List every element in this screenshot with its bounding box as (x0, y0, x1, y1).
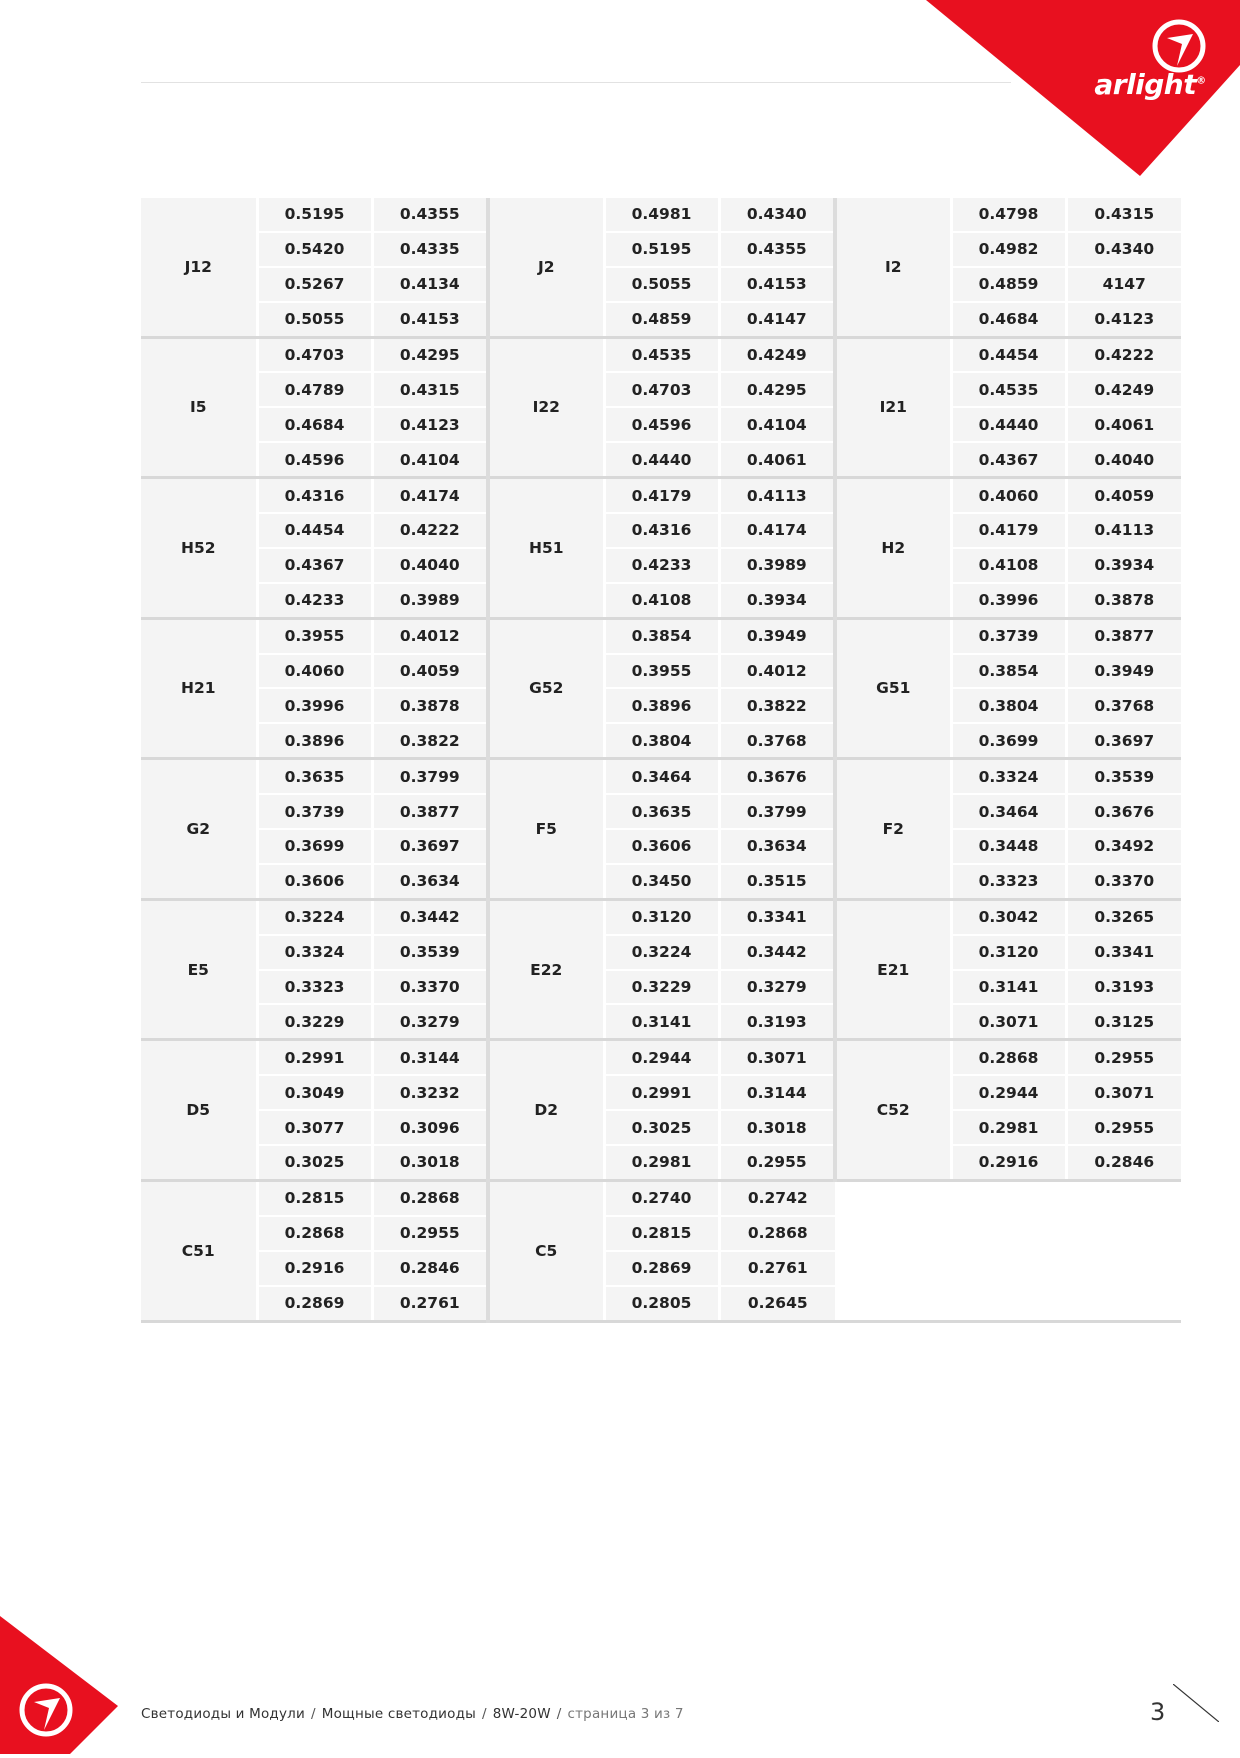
y-coordinate-cell: 0.4147 (719, 302, 835, 337)
y-coordinate-cell: 0.3018 (719, 1110, 835, 1145)
y-coordinate-cell: 0.3442 (372, 899, 488, 934)
x-coordinate-cell: 0.2868 (951, 1040, 1066, 1075)
x-coordinate-cell: 0.4108 (951, 548, 1066, 583)
table-row (141, 970, 1181, 1005)
table-row (141, 1251, 1181, 1286)
y-coordinate-cell: 0.3096 (372, 1110, 488, 1145)
x-coordinate-cell: 0.2916 (257, 1251, 372, 1286)
bin-code: F5 (488, 759, 604, 900)
table-row (141, 442, 1181, 477)
x-coordinate-cell: 0.4060 (257, 654, 372, 689)
y-coordinate-cell: 0.4355 (372, 198, 488, 232)
table-row (141, 198, 1181, 232)
x-coordinate-cell: 0.3141 (604, 1004, 719, 1039)
x-coordinate-cell: 0.4535 (951, 372, 1066, 407)
brand-wordmark: arlight® (1094, 68, 1206, 101)
bin-code: D5 (141, 1040, 257, 1181)
bin-code: C51 (141, 1180, 257, 1321)
table-row (141, 267, 1181, 302)
y-coordinate-cell: 0.4113 (1066, 513, 1181, 548)
y-coordinate-cell: 0.2846 (372, 1251, 488, 1286)
x-coordinate-cell: 0.4703 (604, 372, 719, 407)
table-row (141, 829, 1181, 864)
x-coordinate-cell: 0.5267 (257, 267, 372, 302)
table-row (141, 583, 1181, 618)
y-coordinate-cell: 0.3370 (1066, 864, 1181, 899)
page-number: 3 (1150, 1698, 1166, 1726)
table-row (141, 794, 1181, 829)
x-coordinate-cell: 0.3025 (257, 1145, 372, 1180)
y-coordinate-cell: 0.4153 (372, 302, 488, 337)
y-coordinate-cell: 0.3634 (719, 829, 835, 864)
x-coordinate-cell: 0.3955 (604, 654, 719, 689)
x-coordinate-cell: 0.3042 (951, 899, 1066, 934)
table-row (141, 759, 1181, 794)
breadcrumb-item: Мощные светодиоды (321, 1706, 476, 1722)
table-row (141, 1110, 1181, 1145)
x-coordinate-cell: 0.4859 (951, 267, 1066, 302)
y-coordinate-cell: 0.4134 (372, 267, 488, 302)
y-coordinate-cell: 0.4153 (719, 267, 835, 302)
table-row (141, 1145, 1181, 1180)
y-coordinate-cell: 0.3878 (1066, 583, 1181, 618)
y-coordinate-cell: 0.4315 (372, 372, 488, 407)
x-coordinate-cell: 0.2981 (604, 1145, 719, 1180)
x-coordinate-cell: 0.3635 (604, 794, 719, 829)
x-coordinate-cell: 0.2991 (604, 1075, 719, 1110)
x-coordinate-cell: 0.4703 (257, 337, 372, 372)
y-coordinate-cell: 0.3515 (719, 864, 835, 899)
y-coordinate-cell: 0.4355 (719, 232, 835, 267)
table-row (141, 935, 1181, 970)
x-coordinate-cell: 0.4684 (951, 302, 1066, 337)
y-coordinate-cell: 0.2955 (1066, 1040, 1181, 1075)
x-coordinate-cell: 0.3635 (257, 759, 372, 794)
y-coordinate-cell: 0.3193 (719, 1004, 835, 1039)
y-coordinate-cell: 0.3539 (372, 935, 488, 970)
y-coordinate-cell: 0.4174 (719, 513, 835, 548)
x-coordinate-cell: 0.3804 (951, 688, 1066, 723)
x-coordinate-cell: 0.3229 (604, 970, 719, 1005)
x-coordinate-cell: 0.2944 (951, 1075, 1066, 1110)
y-coordinate-cell: 0.4059 (372, 654, 488, 689)
x-coordinate-cell: 0.3955 (257, 618, 372, 653)
y-coordinate-cell: 0.3265 (1066, 899, 1181, 934)
bin-code: E22 (488, 899, 604, 1040)
x-coordinate-cell: 0.2944 (604, 1040, 719, 1075)
bin-code: I21 (835, 337, 951, 478)
table-row (141, 548, 1181, 583)
bin-code: J2 (488, 198, 604, 337)
bin-code: F2 (835, 759, 951, 900)
bin-code: E21 (835, 899, 951, 1040)
y-coordinate-cell: 0.4012 (719, 654, 835, 689)
y-coordinate-cell: 0.3768 (719, 723, 835, 758)
x-coordinate-cell: 0.3120 (604, 899, 719, 934)
breadcrumb-separator: / (310, 1706, 316, 1722)
x-coordinate-cell: 0.4454 (951, 337, 1066, 372)
y-coordinate-cell: 0.4104 (719, 407, 835, 442)
x-coordinate-cell: 0.4179 (604, 478, 719, 513)
empty-cell (835, 1180, 1181, 1215)
y-coordinate-cell: 0.2868 (719, 1216, 835, 1251)
x-coordinate-cell: 0.3448 (951, 829, 1066, 864)
y-coordinate-cell: 0.4249 (1066, 372, 1181, 407)
x-coordinate-cell: 0.3996 (257, 688, 372, 723)
y-coordinate-cell: 0.3676 (1066, 794, 1181, 829)
x-coordinate-cell: 0.3739 (257, 794, 372, 829)
y-coordinate-cell: 0.4315 (1066, 198, 1181, 232)
y-coordinate-cell: 0.4295 (372, 337, 488, 372)
table-row (141, 232, 1181, 267)
x-coordinate-cell: 0.4060 (951, 478, 1066, 513)
table-row (141, 513, 1181, 548)
footer-brand-corner (0, 1616, 118, 1754)
y-coordinate-cell: 0.3878 (372, 688, 488, 723)
y-coordinate-cell: 0.3279 (372, 1004, 488, 1039)
y-coordinate-cell: 0.2645 (719, 1286, 835, 1321)
x-coordinate-cell: 0.3324 (257, 935, 372, 970)
x-coordinate-cell: 0.2815 (604, 1216, 719, 1251)
bin-code: G2 (141, 759, 257, 900)
y-coordinate-cell: 0.3144 (372, 1040, 488, 1075)
y-coordinate-cell: 0.3949 (1066, 654, 1181, 689)
x-coordinate-cell: 0.3224 (604, 935, 719, 970)
footer-breadcrumb (141, 1706, 684, 1722)
x-coordinate-cell: 0.3804 (604, 723, 719, 758)
page-corner-slash (1173, 1684, 1219, 1722)
y-coordinate-cell: 0.3071 (1066, 1075, 1181, 1110)
bin-code: G52 (488, 618, 604, 759)
y-coordinate-cell: 0.3877 (1066, 618, 1181, 653)
y-coordinate-cell: 0.2846 (1066, 1145, 1181, 1180)
y-coordinate-cell: 0.3799 (719, 794, 835, 829)
bin-code: I22 (488, 337, 604, 478)
y-coordinate-cell: 0.3697 (1066, 723, 1181, 758)
x-coordinate-cell: 0.4596 (604, 407, 719, 442)
x-coordinate-cell: 0.3077 (257, 1110, 372, 1145)
y-coordinate-cell: 0.2761 (372, 1286, 488, 1321)
color-bin-table (141, 198, 1181, 1323)
y-coordinate-cell: 0.3144 (719, 1075, 835, 1110)
x-coordinate-cell: 0.2916 (951, 1145, 1066, 1180)
x-coordinate-cell: 0.3606 (604, 829, 719, 864)
breadcrumb-separator: / (482, 1706, 487, 1722)
x-coordinate-cell: 0.3699 (257, 829, 372, 864)
breadcrumb-item: 8W-20W (492, 1706, 551, 1722)
x-coordinate-cell: 0.3450 (604, 864, 719, 899)
y-coordinate-cell: 0.3989 (719, 548, 835, 583)
x-coordinate-cell: 0.3464 (951, 794, 1066, 829)
table-row (141, 899, 1181, 934)
y-coordinate-cell: 0.3442 (719, 935, 835, 970)
x-coordinate-cell: 0.4535 (604, 337, 719, 372)
y-coordinate-cell: 0.3279 (719, 970, 835, 1005)
x-coordinate-cell: 0.4798 (951, 198, 1066, 232)
empty-cell (835, 1251, 1181, 1286)
table-row (141, 1286, 1181, 1321)
y-coordinate-cell: 0.4335 (372, 232, 488, 267)
x-coordinate-cell: 0.5055 (257, 302, 372, 337)
x-coordinate-cell: 0.3854 (604, 618, 719, 653)
bin-code: C52 (835, 1040, 951, 1181)
table-row (141, 1075, 1181, 1110)
y-coordinate-cell: 0.2955 (1066, 1110, 1181, 1145)
x-coordinate-cell: 0.2981 (951, 1110, 1066, 1145)
bin-code: H21 (141, 618, 257, 759)
x-coordinate-cell: 0.3049 (257, 1075, 372, 1110)
y-coordinate-cell: 0.3341 (1066, 935, 1181, 970)
table-row (141, 1004, 1181, 1039)
x-coordinate-cell: 0.3699 (951, 723, 1066, 758)
header-rule (141, 82, 1011, 83)
x-coordinate-cell: 0.3324 (951, 759, 1066, 794)
x-coordinate-cell: 0.3229 (257, 1004, 372, 1039)
y-coordinate-cell: 0.3125 (1066, 1004, 1181, 1039)
y-coordinate-cell: 0.3193 (1066, 970, 1181, 1005)
x-coordinate-cell: 0.4454 (257, 513, 372, 548)
table-row (141, 372, 1181, 407)
x-coordinate-cell: 0.5195 (257, 198, 372, 232)
table-row (141, 478, 1181, 513)
bin-code: D2 (488, 1040, 604, 1181)
x-coordinate-cell: 0.3996 (951, 583, 1066, 618)
y-coordinate-cell: 0.2868 (372, 1180, 488, 1215)
y-coordinate-cell: 0.4059 (1066, 478, 1181, 513)
table-row (141, 618, 1181, 653)
y-coordinate-cell: 0.3370 (372, 970, 488, 1005)
y-coordinate-cell: 0.3822 (372, 723, 488, 758)
table-row (141, 1040, 1181, 1075)
page-info: страница 3 из 7 (567, 1706, 684, 1722)
x-coordinate-cell: 0.2805 (604, 1286, 719, 1321)
y-coordinate-cell: 0.2742 (719, 1180, 835, 1215)
x-coordinate-cell: 0.4367 (951, 442, 1066, 477)
y-coordinate-cell: 0.3018 (372, 1145, 488, 1180)
y-coordinate-cell: 4147 (1066, 267, 1181, 302)
x-coordinate-cell: 0.4179 (951, 513, 1066, 548)
y-coordinate-cell: 0.4123 (372, 407, 488, 442)
bin-code: G51 (835, 618, 951, 759)
table-row (141, 337, 1181, 372)
y-coordinate-cell: 0.3934 (719, 583, 835, 618)
x-coordinate-cell: 0.4789 (257, 372, 372, 407)
y-coordinate-cell: 0.4061 (719, 442, 835, 477)
y-coordinate-cell: 0.3877 (372, 794, 488, 829)
y-coordinate-cell: 0.4040 (372, 548, 488, 583)
x-coordinate-cell: 0.4981 (604, 198, 719, 232)
x-coordinate-cell: 0.3464 (604, 759, 719, 794)
y-coordinate-cell: 0.4174 (372, 478, 488, 513)
y-coordinate-cell: 0.4222 (372, 513, 488, 548)
x-coordinate-cell: 0.3606 (257, 864, 372, 899)
y-coordinate-cell: 0.3341 (719, 899, 835, 934)
y-coordinate-cell: 0.4340 (1066, 232, 1181, 267)
x-coordinate-cell: 0.3896 (257, 723, 372, 758)
x-coordinate-cell: 0.2869 (604, 1251, 719, 1286)
y-coordinate-cell: 0.3634 (372, 864, 488, 899)
table-row (141, 1216, 1181, 1251)
empty-cell (835, 1286, 1181, 1321)
x-coordinate-cell: 0.3071 (951, 1004, 1066, 1039)
x-coordinate-cell: 0.4596 (257, 442, 372, 477)
x-coordinate-cell: 0.4316 (604, 513, 719, 548)
x-coordinate-cell: 0.3025 (604, 1110, 719, 1145)
bin-code: E5 (141, 899, 257, 1040)
bin-code: C5 (488, 1180, 604, 1321)
y-coordinate-cell: 0.3539 (1066, 759, 1181, 794)
x-coordinate-cell: 0.3739 (951, 618, 1066, 653)
empty-cell (835, 1216, 1181, 1251)
table-row (141, 864, 1181, 899)
x-coordinate-cell: 0.3323 (257, 970, 372, 1005)
y-coordinate-cell: 0.4040 (1066, 442, 1181, 477)
y-coordinate-cell: 0.4249 (719, 337, 835, 372)
bin-code: H51 (488, 478, 604, 619)
y-coordinate-cell: 0.2955 (719, 1145, 835, 1180)
x-coordinate-cell: 0.4367 (257, 548, 372, 583)
x-coordinate-cell: 0.4316 (257, 478, 372, 513)
y-coordinate-cell: 0.4113 (719, 478, 835, 513)
x-coordinate-cell: 0.4108 (604, 583, 719, 618)
x-coordinate-cell: 0.2815 (257, 1180, 372, 1215)
x-coordinate-cell: 0.3141 (951, 970, 1066, 1005)
bin-code: H2 (835, 478, 951, 619)
y-coordinate-cell: 0.4061 (1066, 407, 1181, 442)
y-coordinate-cell: 0.3676 (719, 759, 835, 794)
x-coordinate-cell: 0.3224 (257, 899, 372, 934)
x-coordinate-cell: 0.5420 (257, 232, 372, 267)
x-coordinate-cell: 0.5055 (604, 267, 719, 302)
table-row (141, 723, 1181, 758)
x-coordinate-cell: 0.3854 (951, 654, 1066, 689)
x-coordinate-cell: 0.4440 (604, 442, 719, 477)
table-row (141, 302, 1181, 337)
bin-code: H52 (141, 478, 257, 619)
x-coordinate-cell: 0.4982 (951, 232, 1066, 267)
y-coordinate-cell: 0.3697 (372, 829, 488, 864)
y-coordinate-cell: 0.2761 (719, 1251, 835, 1286)
y-coordinate-cell: 0.3799 (372, 759, 488, 794)
table-row (141, 688, 1181, 723)
bin-code: I2 (835, 198, 951, 337)
x-coordinate-cell: 0.3323 (951, 864, 1066, 899)
breadcrumb-item: Светодиоды и Модули (141, 1706, 305, 1722)
x-coordinate-cell: 0.4859 (604, 302, 719, 337)
x-coordinate-cell: 0.4233 (257, 583, 372, 618)
table-row (141, 1180, 1181, 1215)
bin-code: J12 (141, 198, 257, 337)
y-coordinate-cell: 0.3822 (719, 688, 835, 723)
x-coordinate-cell: 0.2868 (257, 1216, 372, 1251)
x-coordinate-cell: 0.5195 (604, 232, 719, 267)
y-coordinate-cell: 0.3768 (1066, 688, 1181, 723)
y-coordinate-cell: 0.4295 (719, 372, 835, 407)
x-coordinate-cell: 0.4684 (257, 407, 372, 442)
y-coordinate-cell: 0.3232 (372, 1075, 488, 1110)
y-coordinate-cell: 0.4123 (1066, 302, 1181, 337)
y-coordinate-cell: 0.4104 (372, 442, 488, 477)
y-coordinate-cell: 0.3949 (719, 618, 835, 653)
y-coordinate-cell: 0.3989 (372, 583, 488, 618)
y-coordinate-cell: 0.2955 (372, 1216, 488, 1251)
x-coordinate-cell: 0.2740 (604, 1180, 719, 1215)
x-coordinate-cell: 0.3120 (951, 935, 1066, 970)
y-coordinate-cell: 0.4222 (1066, 337, 1181, 372)
y-coordinate-cell: 0.3934 (1066, 548, 1181, 583)
table-row (141, 654, 1181, 689)
x-coordinate-cell: 0.2991 (257, 1040, 372, 1075)
x-coordinate-cell: 0.3896 (604, 688, 719, 723)
bin-code: I5 (141, 337, 257, 478)
table-row (141, 407, 1181, 442)
x-coordinate-cell: 0.4440 (951, 407, 1066, 442)
y-coordinate-cell: 0.4340 (719, 198, 835, 232)
x-coordinate-cell: 0.4233 (604, 548, 719, 583)
breadcrumb-separator: / (556, 1706, 562, 1722)
y-coordinate-cell: 0.3071 (719, 1040, 835, 1075)
y-coordinate-cell: 0.3492 (1066, 829, 1181, 864)
x-coordinate-cell: 0.2869 (257, 1286, 372, 1321)
y-coordinate-cell: 0.4012 (372, 618, 488, 653)
